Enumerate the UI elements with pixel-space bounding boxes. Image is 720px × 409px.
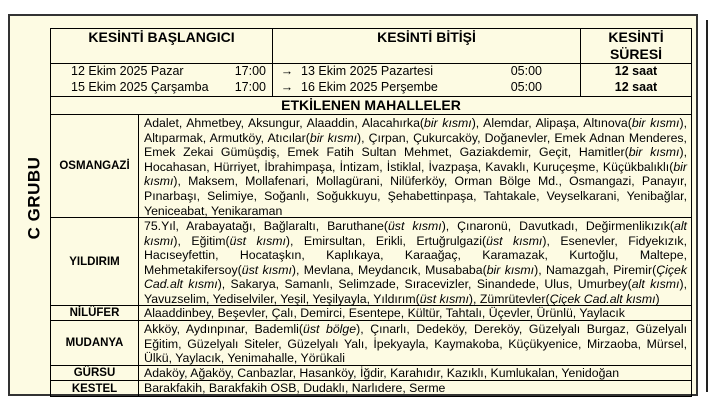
duration-header: KESİNTİ SÜRESİ [608, 29, 664, 62]
duration-value: 12 saat [614, 64, 658, 78]
district-row [51, 218, 691, 306]
neighborhoods-header-row [51, 97, 691, 115]
district-row [51, 321, 691, 366]
duration-value: 12 saat [614, 80, 658, 94]
start-header: KESİNTİ BAŞLANGICI [51, 29, 273, 63]
district-name: NİLÜFER [51, 306, 139, 320]
district-row [51, 115, 691, 218]
district-name: OSMANGAZİ [51, 115, 139, 217]
neighborhood-list: Alaaddinbey, Beşevler, Çalı, Demirci, Esentepe, Kültür, Tahtalı, Üçevler, Ürünlü, Yaylacık [144, 306, 625, 320]
district-row [51, 366, 691, 381]
page-edge-line [706, 20, 708, 392]
schedule-row [51, 64, 691, 80]
neighborhood-list: 75.Yıl, Arabayatağı, Bağlaraltı, Baruthane(üst kısmı), Çınaronü, Davutkadı, Değirmenlikızık(alt kısmı), Eğitim(üst kısmı), Emirsultan, Erikli, Ertuğrulgazi(üst kısmı), Esenevler, Fidyekızık, Hacıseyfettin, Hocataşkın, Kaplıkaya, Karaağaç, Karamazak, Kurtoğlu, Maltepe, Mehmetakifersoy(üst kısmı), Mevlana, Meydancık, Musababa(bir kısmı), Namazgah, Piremir(Çiçek Cad.alt kısmı), Sakarya, Samanlı, Selimzade, Sıracevizler, Sinandede, Ulus, Umurbey(alt kısmı), Yavuzselim, Yediselviler, Yeşil, Yeşilyayla, Yıldırım(üst kısmı), Zümrütevler(Çiçek Cad.alt kısmı) [144, 219, 687, 306]
start-time: 17:00 [234, 64, 266, 78]
neighborhood-list: Barakfakih, Barakfakih OSB, Dudaklı, Narlıdere, Serme [144, 381, 446, 395]
end-date: 16 Ekim 2025 Perşembe [301, 80, 438, 94]
neighborhood-list: Adaköy, Ağaköy, Canbazlar, Hasanköy, İğdir, Karahıdır, Kazıklı, Kumlukalan, Yenidoğan [144, 366, 620, 380]
district-name: KESTEL [51, 381, 139, 396]
district-row [51, 306, 691, 321]
district-name: GÜRSU [51, 366, 139, 380]
start-date: 12 Ekim 2025 Pazar [71, 64, 184, 78]
neighborhood-list: Akköy, Aydınpınar, Bademli(üst bölge), Çınarlı, Dedeköy, Dereköy, Güzelyalı Burgaz, Güzelyalı Eğitim, Güzelyalı Siteler, Güzelyalı Yalı, İpekyayla, Kaymakoba, Küçükyenice, Mirzaoba, Mürsel, Ülkü, Yaylacık, Yenimahalle, Yörükali [144, 322, 687, 366]
start-time: 17:00 [234, 80, 266, 94]
end-time: 05:00 [510, 64, 542, 78]
group-label-cell [18, 22, 50, 374]
end-date: 13 Ekim 2025 Pazartesi [301, 64, 434, 78]
header-row [51, 29, 691, 64]
end-header: KESİNTİ BİTİŞİ [273, 29, 581, 63]
schedule-row [51, 80, 691, 97]
district-row [51, 381, 691, 396]
district-name: YILDIRIM [51, 218, 139, 305]
arrow-icon: → [280, 64, 294, 78]
group-label: C GRUBU [24, 156, 43, 240]
district-name: MUDANYA [51, 321, 139, 365]
start-date: 15 Ekim 2025 Çarşamba [71, 80, 209, 94]
outage-table [50, 28, 692, 397]
neighborhoods-title: ETKİLENEN MAHALLELER [281, 97, 461, 113]
arrow-icon: → [280, 80, 294, 94]
end-time: 05:00 [510, 80, 542, 94]
neighborhood-list: Adalet, Ahmetbey, Aksungur, Alaaddin, Alacahırka(bir kısmı), Alemdar, Alipaşa, Altınova(bir kısmı), Altıparmak, Armutköy, Atıcılar(bir kısmı), Çırpan, Çukurcaköy, Doğanevler, Emek Adnan Menderes, Emek Zekai Gümüşdiş, Emek Fatih Sultan Mehmet, Gaziakdemir, Geçit, Hamitler(bir kısmı), Hocahasan, Hürriyet, İbrahimpaşa, İntizam, İstiklal, İvazpaşa, Kavaklı, Kuruçeşme, Küçükbalıklı(bir kısmı), Maksem, Mollafenari, Mollagürani, Nilüferköy, Orman Bölge Md., Osmangazi, Panayır, Pınarbaşı, Selimiye, Soğanlı, Soğukkuyu, Şehabettinpaşa, Tahtakale, Veyselkarani, Yenibağlar, Yeniceabat, Yenikaraman [144, 116, 687, 218]
